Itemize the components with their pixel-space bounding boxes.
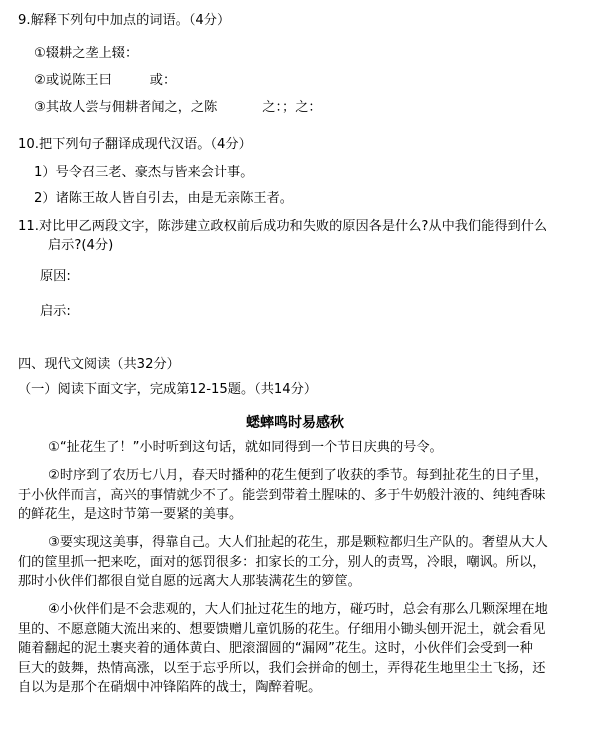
q10-item-1: 1）号令召三老、豪杰与皆来会计事。 bbox=[34, 165, 254, 180]
q11-answer-insight-label: 启示: bbox=[40, 304, 71, 319]
q9-item-3 bbox=[34, 99, 322, 117]
q10-item-2: 2）诸陈王故人皆自引去，由是无亲陈王者。 bbox=[34, 191, 293, 206]
section-4-heading: 四、现代文阅读（共32分） bbox=[18, 357, 180, 372]
article-title: 蟋蟀鸣时易感秋 bbox=[246, 415, 344, 431]
paragraph-line: 随着翻起的泥土裹夹着的通体黄白、肥滚溜圆的“漏网”花生。这时，小伙伴们会受到一种 bbox=[18, 641, 533, 656]
q9-item-2-sentence: ②或说陈王曰 bbox=[34, 73, 112, 88]
paragraph-line: 于小伙伴而言，高兴的事情就少不了。能尝到带着土腥味的、多于牛奶般汁液的、纯纯香味 bbox=[18, 488, 546, 503]
q9-item-2-answer-label: 或： bbox=[149, 73, 177, 88]
paragraph-line: ④小伙伴们是不会悲观的，大人们扯过花生的地方，碰巧时，总会有那么几颗深埋在地 bbox=[48, 602, 548, 617]
q11-answer-reason-label: 原因: bbox=[40, 269, 71, 284]
q9-item-1: ①辍耕之垄上辍： bbox=[34, 46, 139, 61]
q9-item-3-sentence: ③其故人尝与佣耕者闻之，之陈 bbox=[34, 100, 218, 115]
paragraph-line: ①“扯花生了！”小时听到这句话，就如同得到一个节日庆典的号令。 bbox=[48, 440, 443, 455]
q10-title: 10.把下列句子翻译成现代汉语。（4分） bbox=[18, 137, 252, 152]
paragraph-line: 们的筐里抓一把来吃，面对的惩罚很多：扣家长的工分，别人的责骂，冷眼，嘲讽。所以， bbox=[18, 555, 546, 570]
q9-title: 9.解释下列句中加点的词语。（4分） bbox=[18, 13, 231, 28]
q11-line-2: 启示?(4分) bbox=[48, 238, 114, 253]
paragraph-line: 那时小伙伴们都很自觉自愿的远离大人那装满花生的箩筐。 bbox=[18, 574, 361, 589]
q11-line-1: 11.对比甲乙两段文字，陈涉建立政权前后成功和失败的原因各是什么?从中我们能得到什么 bbox=[18, 219, 548, 234]
paragraph-line: 巨大的鼓舞，热情高涨，以至于忘乎所以，我们会拼命的刨土，弄得花生地里尘土飞扬，还 bbox=[18, 661, 546, 676]
paragraph-line: 自以为是那个在硝烟中冲锋陷阵的战士，陶醉着呢。 bbox=[18, 680, 322, 695]
q9-item-2 bbox=[34, 72, 176, 90]
q9-item-3-answer-label: 之：；之： bbox=[262, 100, 322, 115]
paragraph-line: 的鲜花生，是这时节第一要紧的美事。 bbox=[18, 507, 243, 522]
paragraph-line: ③要实现这美事，得靠自己。大人们扯起的花生，那是颗粒都归生产队的。奢望从大人 bbox=[48, 535, 548, 550]
paragraph-line: ②时序到了农历七八月，春天时播种的花生便到了收获的季节。每到扯花生的日子里， bbox=[48, 468, 548, 483]
paragraph-line: 里的、不愿意随大流出来的、想要馈赠儿童饥肠的花生。仔细用小锄头刨开泥土，就会看见 bbox=[18, 622, 546, 637]
section-4-subheading: （一）阅读下面文字，完成第12-15题。（共14分） bbox=[18, 382, 318, 397]
